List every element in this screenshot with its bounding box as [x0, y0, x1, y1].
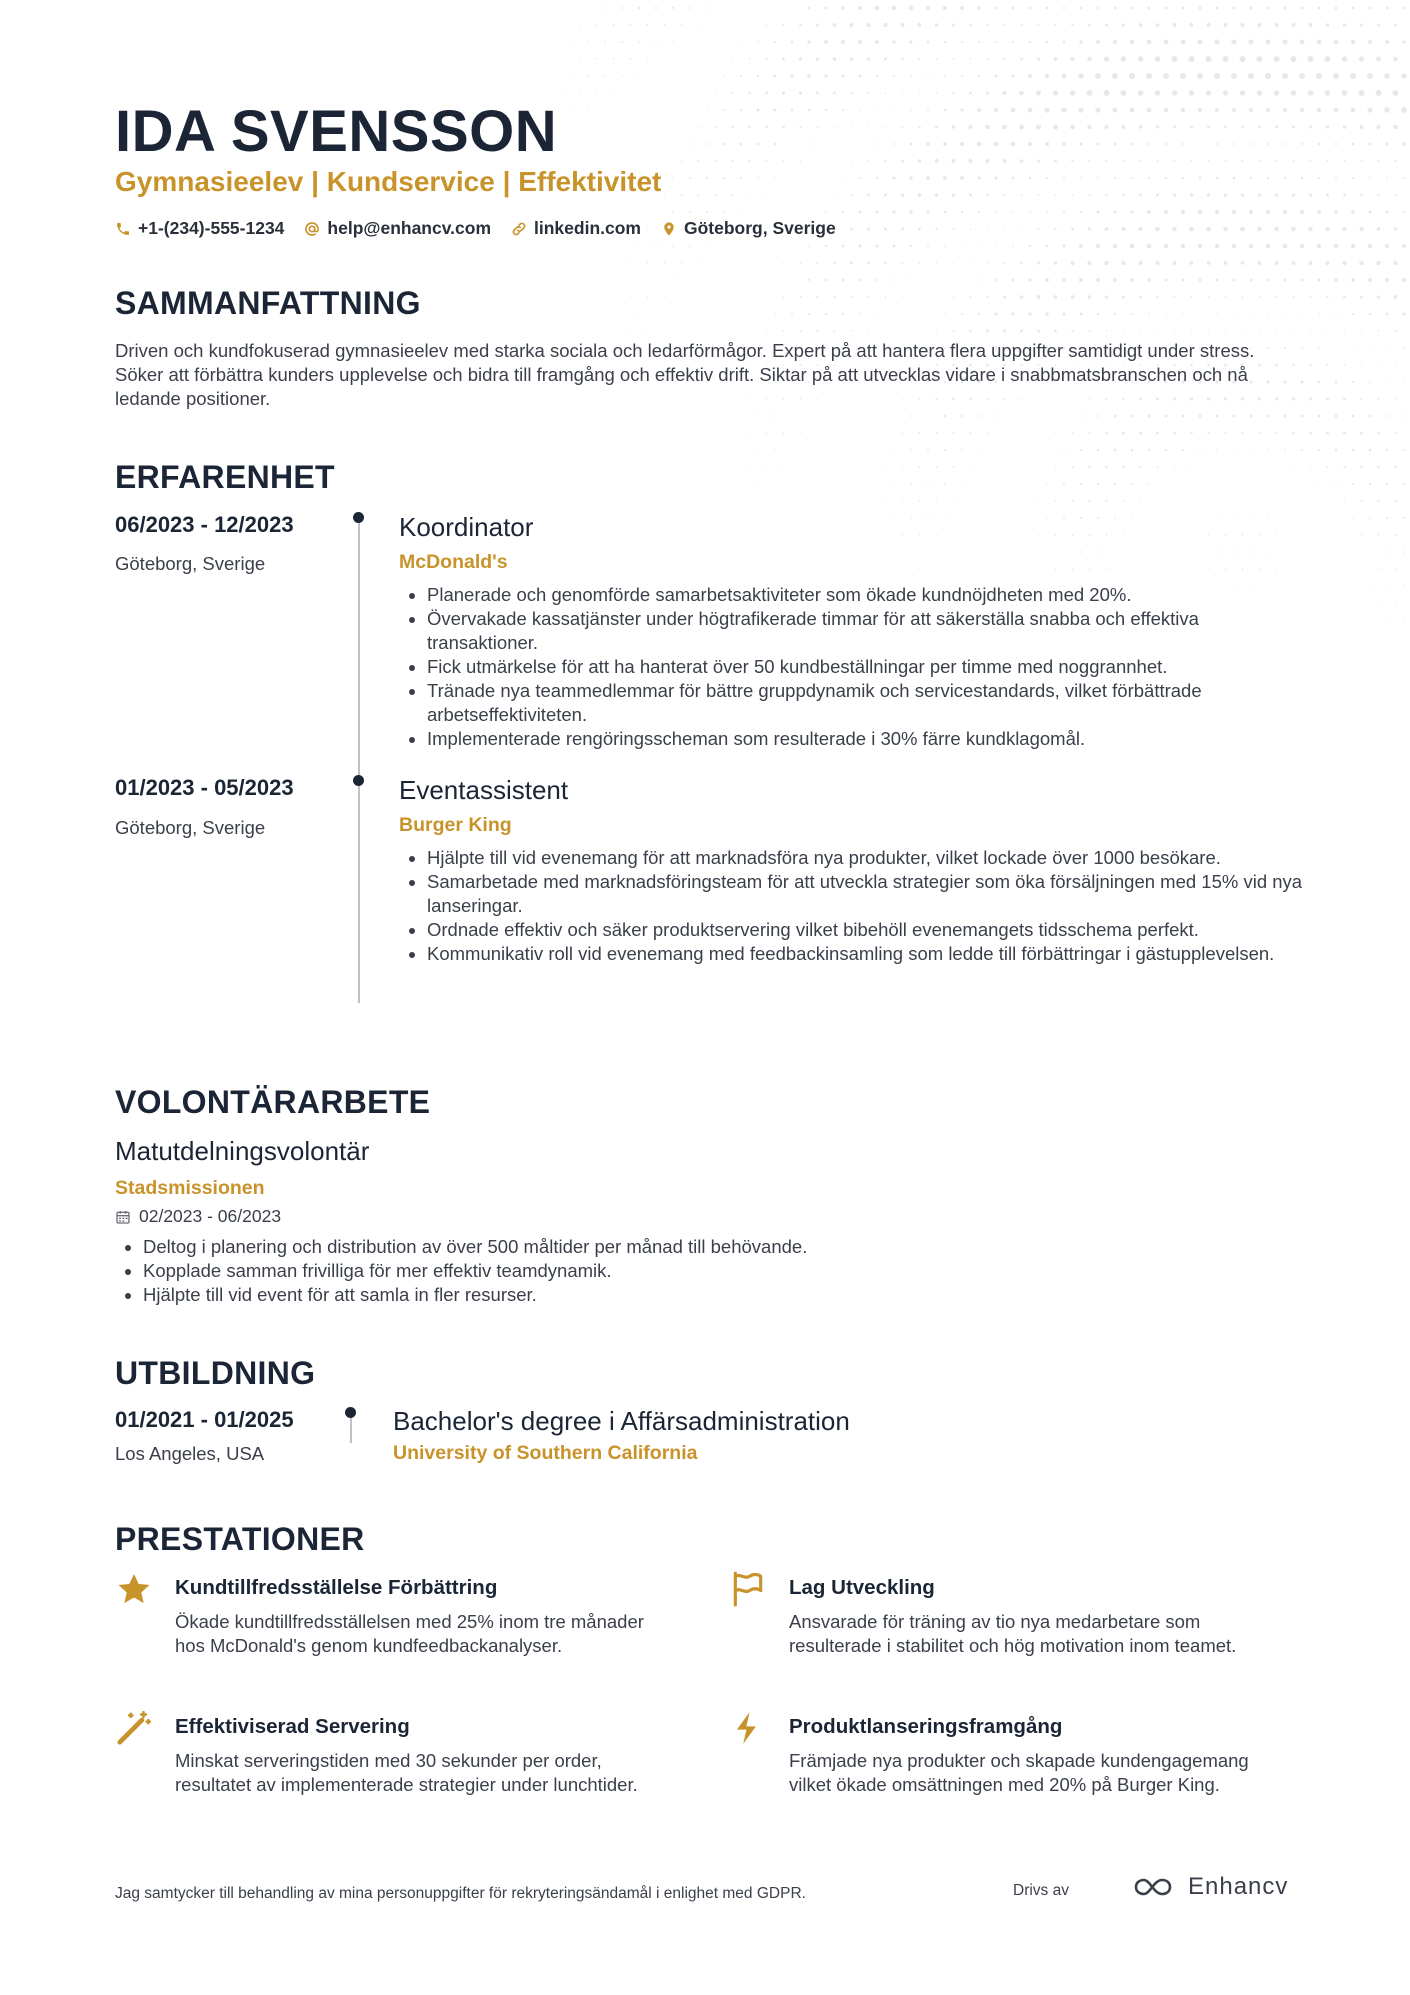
education-heading: UTBILDNING — [115, 1355, 316, 1391]
job-2-role: Eventassistent — [399, 775, 569, 805]
contact-phone-text: +1-(234)-555-1234 — [138, 218, 285, 238]
achievement-1-description: Ökade kundtillfredsställelsen med 25% inom tre månader hos McDonald's genom kundfeedbackanalyser. — [175, 1611, 644, 1656]
volunteer-role: Matutdelningsvolontär — [115, 1136, 370, 1166]
achievements-heading: PRESTATIONER — [115, 1521, 365, 1557]
achievement-1-title: Kundtillfredsställelse Förbättring — [175, 1576, 498, 1599]
location-pin-icon — [661, 221, 677, 237]
list-item: • Övervakade kassatjänster under högtrafikerade timmar för att säkerställa snabba och effektiva transaktioner. — [427, 607, 1307, 655]
experience-heading: ERFARENHET — [115, 459, 335, 495]
volunteer-dates-text: 02/2023 - 06/2023 — [139, 1206, 282, 1226]
list-item: • Deltog i planering och distribution av över 500 måltider per månad till behövande. — [143, 1235, 1243, 1259]
job-2-company: Burger King — [399, 814, 512, 836]
contact-location-text: Göteborg, Sverige — [683, 218, 836, 238]
contact-linkedin-text: linkedin.com — [534, 218, 641, 238]
job-1-role: Koordinator — [399, 512, 534, 542]
candidate-tagline: Gymnasieelev | Kundservice | Effektivitet — [115, 166, 662, 197]
list-item: • Planerade och genomförde samarbetsaktiviteter som ökade kundnöjdheten med 20%. — [427, 583, 1307, 607]
education-timeline-dot — [345, 1407, 356, 1418]
calendar-icon — [115, 1209, 131, 1225]
contact-phone[interactable] — [115, 218, 284, 239]
achievement-4-title: Produktlanseringsframgång — [789, 1715, 1063, 1738]
job-2-bullets — [399, 846, 1307, 966]
education-school: University of Southern California — [393, 1442, 698, 1464]
job-2-location: Göteborg, Sverige — [115, 817, 266, 838]
education-dates: 01/2021 - 01/2025 — [115, 1407, 294, 1432]
magic-wand-icon — [115, 1709, 153, 1747]
volunteer-heading: VOLONTÄRARBETE — [115, 1084, 431, 1120]
job-1-bullets — [399, 583, 1307, 751]
job-1-company: McDonald's — [399, 551, 508, 573]
contact-email-text: help@enhancv.com — [327, 218, 492, 238]
experience-timeline — [358, 518, 360, 1003]
volunteer-dates — [115, 1206, 281, 1227]
job-2-timeline-dot — [353, 775, 364, 786]
list-item: • Kommunikativ roll vid evenemang med feedbackinsamling som ledde till förbättringar i gästupplevelsen. — [427, 942, 1307, 966]
infinity-logo-icon — [1132, 1875, 1178, 1899]
education-location: Los Angeles, USA — [115, 1443, 265, 1464]
list-item: • Hjälpte till vid event för att samla in fler resurser. — [143, 1283, 1243, 1307]
list-item: • Tränade nya teammedlemmar för bättre gruppdynamik och servicestandards, vilket förbättrade arbetseffektiviteten. — [427, 679, 1307, 727]
achievement-3-title: Effektiviserad Servering — [175, 1715, 410, 1738]
contact-bar — [115, 218, 836, 239]
list-item: • Fick utmärkelse för att ha hanterat över 50 kundbeställningar per timme med noggrannhet. — [427, 655, 1307, 679]
brand-name: Enhancv — [1188, 1873, 1289, 1900]
at-icon — [304, 221, 320, 237]
phone-icon — [115, 221, 131, 237]
job-1-location: Göteborg, Sverige — [115, 553, 266, 574]
list-item: • Hjälpte till vid evenemang för att marknadsföra nya produkter, vilket lockade över 1000 besökare. — [427, 846, 1307, 870]
summary-heading: SAMMANFATTNING — [115, 285, 421, 321]
link-icon — [511, 221, 527, 237]
list-item: • Samarbetade med marknadsföringsteam för att utveckla strategier som öka försäljningen med 15% vid nya lanseringar. — [427, 870, 1307, 918]
candidate-name: IDA SVENSSON — [115, 99, 558, 164]
volunteer-organization: Stadsmissionen — [115, 1177, 265, 1199]
star-icon — [115, 1570, 153, 1608]
contact-email[interactable] — [304, 218, 491, 239]
achievement-2-description: Ansvarade för träning av tio nya medarbetare som resulterade i stabilitet och hög motivation inom teamet. — [789, 1611, 1237, 1656]
summary-text: Driven och kundfokuserad gymnasieelev med starka sociala och ledarförmågor. Expert på att hantera flera uppgifter samtidigt under stress. Söker att förbättra kunders upplevelse och bidra till framgång och effektiv drift. Siktar på att utvecklas vidare i snabbmatsbranschen och nå ledande positioner. — [115, 340, 1255, 409]
volunteer-bullets — [115, 1235, 1243, 1307]
lightning-icon — [729, 1709, 767, 1747]
achievement-2-title: Lag Utveckling — [789, 1576, 935, 1599]
job-1-timeline-dot — [353, 512, 364, 523]
list-item: • Kopplade samman frivilliga för mer effektiv teamdynamik. — [143, 1259, 1243, 1283]
achievement-3-description: Minskat serveringstiden med 30 sekunder per order, resultatet av implementerade strategier under lunchtider. — [175, 1750, 638, 1795]
list-item: • Ordnade effektiv och säker produktservering vilket bibehöll evenemangets tidsschema perfekt. — [427, 918, 1307, 942]
job-2-dates: 01/2023 - 05/2023 — [115, 775, 294, 800]
flag-icon — [729, 1570, 767, 1608]
powered-by-label: Drivs av — [1013, 1882, 1069, 1899]
education-degree: Bachelor's degree i Affärsadministration — [393, 1406, 850, 1436]
contact-linkedin[interactable] — [511, 218, 641, 239]
enhancv-logo[interactable] — [1132, 1873, 1288, 1901]
achievement-4-description: Främjade nya produkter och skapade kundengagemang vilket ökade omsättningen med 20% på Burger King. — [789, 1750, 1249, 1795]
list-item: • Implementerade rengöringsscheman som resulterade i 30% färre kundklagomål. — [427, 727, 1307, 751]
gdpr-consent: Jag samtycker till behandling av mina personuppgifter för rekryteringsändamål i enlighet med GDPR. — [115, 1885, 806, 1902]
contact-location — [661, 218, 836, 239]
job-1-dates: 06/2023 - 12/2023 — [115, 512, 294, 537]
